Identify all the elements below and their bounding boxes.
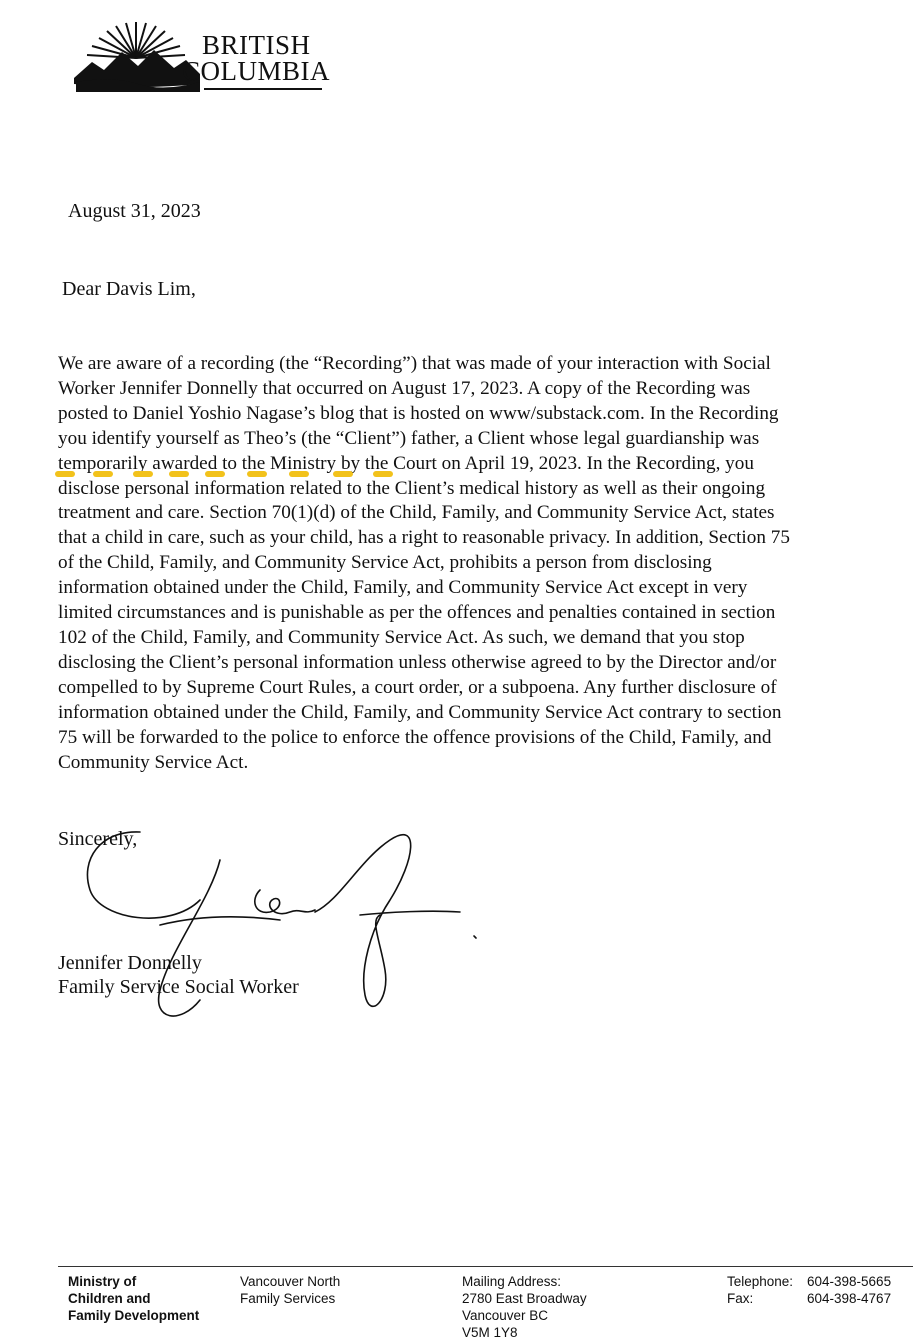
footer-mailing-address [462,1273,587,1341]
body-line: information obtained under the Child, Family, and Community Service Act except in very [58,577,748,599]
footer-ministry-line: Ministry of [68,1274,137,1289]
body-line: information obtained under the Child, Family, and Community Service Act contrary to section [58,701,782,723]
body-line: you identify yourself as Theo’s (the “Client”) father, a Client whose legal guardianship was [58,427,760,449]
footer-telephone-row [727,1273,891,1290]
footer-mailing-line: Mailing Address: [462,1274,562,1289]
footer-mailing-line: Vancouver BC [462,1308,549,1323]
footer-fax-row [727,1290,891,1307]
fax-number: 604-398-4767 [807,1291,892,1306]
footer-office-line: Vancouver North [240,1274,341,1289]
signer-title: Family Service Social Worker [58,976,299,998]
bc-logo [74,18,344,94]
body-line: disclosing the Client’s personal information unless otherwise agreed to by the Director and/or [58,651,777,673]
footer-divider [58,1266,913,1267]
logo-text-british: BRITISH [202,30,311,60]
letter-closing: Sincerely, [58,828,138,850]
body-line: of the Child, Family, and Community Service Act, prohibits a person from disclosing [58,552,712,574]
signer-name: Jennifer Donnelly [58,952,202,974]
body-line: Worker Jennifer Donnelly that occurred on August 17, 2023. A copy of the Recording was [58,377,751,399]
telephone-number: 604-398-5665 [807,1274,892,1289]
letter-salutation: Dear Davis Lim, [62,278,196,300]
footer-office [240,1273,340,1307]
letter-date: August 31, 2023 [68,200,201,222]
footer-ministry-line: Children and [68,1291,151,1306]
handwritten-signature [60,820,490,1040]
footer-mailing-line: V5M 1Y8 [462,1325,518,1340]
body-line: treatment and care. Section 70(1)(d) of the Child, Family, and Community Service Act, states [58,502,775,524]
fax-label: Fax: [727,1291,754,1306]
footer-office-line: Family Services [240,1291,336,1306]
body-line: We are aware of a recording (the “Recording”) that was made of your interaction with Social [58,353,771,374]
letter-body [58,352,908,775]
footer-mailing-line: 2780 East Broadway [462,1291,587,1306]
telephone-label: Telephone: [727,1274,794,1289]
body-line: 75 will be forwarded to the police to enforce the offence provisions of the Child, Family, and [58,726,772,748]
logo-underline [204,88,322,90]
footer-ministry [68,1273,199,1324]
footer-contact [727,1273,891,1307]
body-line: Community Service Act. [58,751,249,773]
body-line: that a child in care, such as your child, has a right to reasonable privacy. In addition, Section 75 [58,527,790,549]
footer-ministry-line: Family Development [68,1308,200,1323]
body-line: 102 of the Child, Family, and Community Service Act. As such, we demand that you stop [58,626,745,648]
highlight-dashes [54,469,414,479]
body-line: disclose personal information related to the Client’s medical history as well as their ongoing [58,477,766,499]
body-line: compelled to by Supreme Court Rules, a court order, or a subpoena. Any further disclosure of [58,676,777,698]
body-line: posted to Daniel Yoshio Nagase’s blog that is hosted on www/substack.com. In the Recording [58,402,779,424]
body-line: limited circumstances and is punishable as per the offences and penalties contained in section [58,602,776,624]
logo-text-columbia: COLUMBIA [182,56,331,86]
body-line: temporarily awarded to the Ministry by the Court on April 19, 2023. In the Recording, you [58,452,754,474]
